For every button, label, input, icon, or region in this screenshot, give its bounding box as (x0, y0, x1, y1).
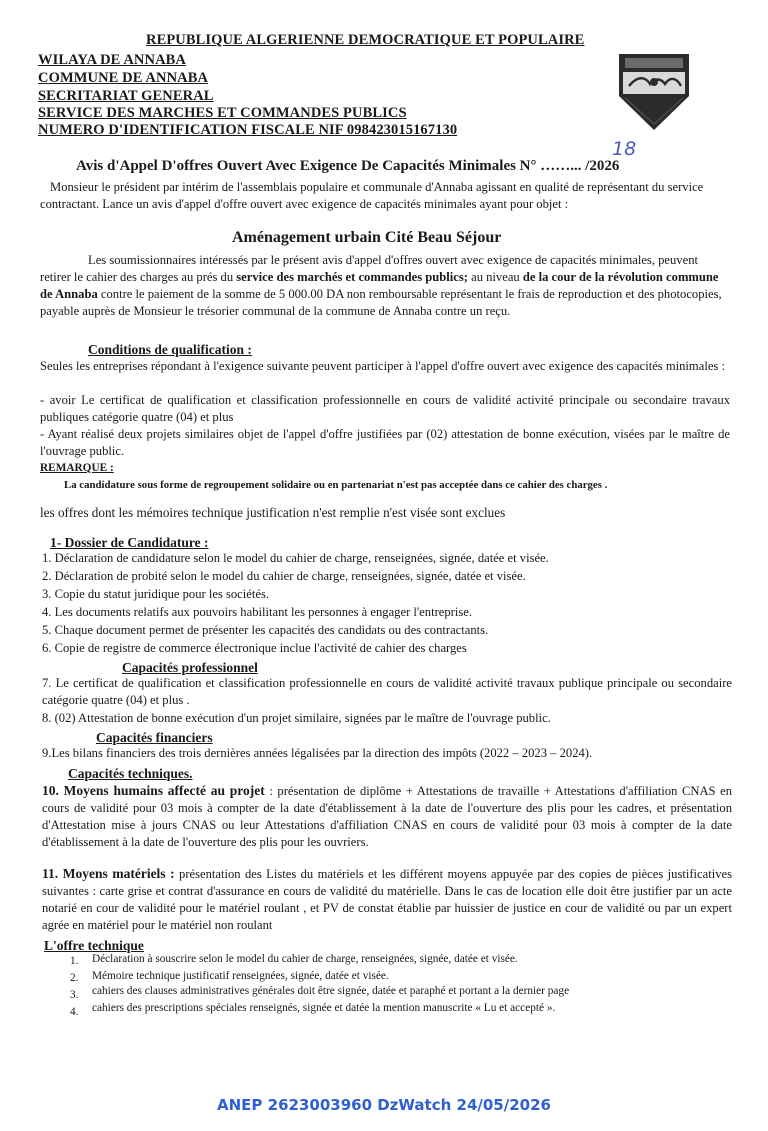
notice-title: Avis d'Appel D'offres Ouvert Avec Exigence De Capacités Minimales N° ……... /2026 (76, 158, 620, 174)
technical-offer-item-2: Mémoire technique justificatif renseignées, signée, datée et visée. (92, 970, 389, 982)
dossier-item-8: 8. (02) Attestation de bonne exécution d'un projet similaire, signées par le maître de l'ouvrage public. (42, 711, 551, 725)
dossier-item-2: 2. Déclaration de probité selon le model du cahier de charge, renseignées, signée, datée et visée. (42, 569, 526, 583)
dossier-item-11: 11. Moyens matériels : présentation des Listes du matériels et les différent moyens appuyée par des copies de pièces justificatives suivantes : carte grise et contrat d'assurance en cours de validité du matérielle. Dans le cas de location elle doit être justifier par un acte notarié en cour de validité pour le matériel roulant , et PV de constat établie par huissier de justice en cour de validité ou par un expert agrée en matériel pour le matériel non roulant (42, 866, 732, 932)
technical-offer-heading: L'offre technique (44, 938, 144, 953)
secretariat-line: SECRITARIAT GENERAL (38, 88, 214, 104)
dossier-heading: 1- Dossier de Candidature : (50, 535, 209, 550)
dossier-item-9: 9.Les bilans financiers des trois dernières années légalisées par la direction des impôts (2022 – 2023 – 2024). (42, 746, 593, 760)
remark-heading: REMARQUE : (40, 462, 114, 474)
qualification-heading: Conditions de qualification : (88, 342, 252, 357)
dossier-item-5: 5. Chaque document permet de présenter les capacités des candidats ou des contractants. (42, 623, 489, 637)
dossier-item-6: 6. Copie de registre de commerce électronique inclue l'activité de cahier des charges (42, 641, 467, 655)
nif-line: NUMERO D'IDENTIFICATION FISCALE NIF 098423015167130 (38, 122, 458, 138)
remark-text: La candidature sous forme de regroupement solidaire ou en partenariat n'est pas acceptée dans ce cahier des charges . (64, 479, 608, 491)
technical-offer-item-3: cahiers des clauses administratives générales doit être signée, datée et paraphé et portant a la dernier page (92, 985, 570, 997)
dossier-item-1: 1. Déclaration de candidature selon le model du cahier de charge, renseignées, signée, datée et visée. (42, 551, 549, 565)
handwritten-number: 18 (612, 138, 637, 160)
qualification-intro: Seules les entreprises répondant à l'exigence suivante peuvent participer à l'appel d'offre ouvert avec exigence des capacités minimales : (40, 359, 725, 373)
dossier-item-3: 3. Copie du statut juridique pour les sociétés. (42, 587, 270, 601)
technical-offer-item-4: cahiers des prescriptions spéciales renseignés, signée et datée la mention manuscrite « Lu et accepté ». (92, 1002, 556, 1014)
withdrawal-paragraph: Les soumissionnaires intéressés par le présent avis d'appel d'offres ouvert avec exigence de capacités minimales, peuvent retirer le cahier des charges au prés du service des marchés et commandes publics; au niveau de la cour de la révolution commune de Annaba contre le paiement de la somme de 5 000.00 DA non remboursable représentant le frais de reproduction et des photocopies, payable auprès de Monsieur le trésorier communal de la commune de Annaba contre un reçu. (40, 253, 722, 318)
commune-line: COMMUNE DE ANNABA (38, 70, 209, 86)
technical-offer-number-4: 4. (70, 1006, 79, 1018)
service-line: SERVICE DES MARCHES ET COMMANDES PUBLICS (38, 105, 407, 121)
intro-paragraph: Monsieur le président par intérim de l'assemblais populaire et communale d'Annaba agissant en qualité de représentant du service contractant. Lance un avis d'appel d'offre ouvert avec exigence de capacités minimales ayant pour objet : (40, 180, 704, 211)
technical-offer-item-1: Déclaration à souscrire selon le model du cahier de charge, renseignées, signée, datée et visée. (92, 953, 518, 965)
dossier-item-7: 7. Le certificat de qualification et classification professionnelle en cours de validité activité travaux publique principale ou secondaire catégorie quatre (04) et plus . (42, 676, 732, 707)
commune-annaba-emblem-icon (617, 52, 691, 132)
exclusion-text: les offres dont les mémoires technique justification n'est remplie n'est visée sont exclues (40, 505, 506, 520)
technical-capacities-heading: Capacités techniques. (68, 766, 193, 781)
professional-capacities-heading: Capacités professionnel (122, 660, 258, 675)
financial-capacities-heading: Capacités financiers (96, 730, 213, 745)
wilaya-line: WILAYA DE ANNABA (38, 52, 186, 68)
anep-footer: ANEP 2623003960 DzWatch 24/05/2026 (217, 1096, 551, 1114)
technical-offer-number-3: 3. (70, 989, 79, 1001)
qualification-item-1: - avoir Le certificat de qualification et classification professionnelle en cours de validité activité principale ou secondaire travaux publiques catégorie quatre (04) et plus (40, 393, 730, 424)
republic-heading: REPUBLIQUE ALGERIENNE DEMOCRATIQUE ET POPULAIRE (146, 32, 585, 48)
dossier-item-4: 4. Les documents relatifs aux pouvoirs habilitant les personnes à engager l'entreprise. (42, 605, 472, 619)
notice-object: Aménagement urbain Cité Beau Séjour (232, 229, 502, 246)
dossier-item-10: 10. Moyens humains affecté au projet : présentation de diplôme + Attestations de travaille + Attestations d'affiliation CNAS en cours de validité pour 03 mois à compter de la date d'établissement à la date de l'ouverture des plis pour les cadres, et présentation d'Attestation mise à jours CNAS ou leur Attestations d'affiliation CNAS en cours de validité pour 03 mois à compter de la date d'établissement à la date de l'ouverture des plis pour les ouvriers. (42, 783, 732, 849)
technical-offer-number-1: 1. (70, 955, 79, 967)
technical-offer-number-2: 2. (70, 972, 79, 984)
qualification-item-2: - Ayant réalisé deux projets similaires objet de l'appel d'offre justifiées par (02) attestation de bonne exécution, visées par le maître de l'ouvrage public. (40, 427, 730, 458)
